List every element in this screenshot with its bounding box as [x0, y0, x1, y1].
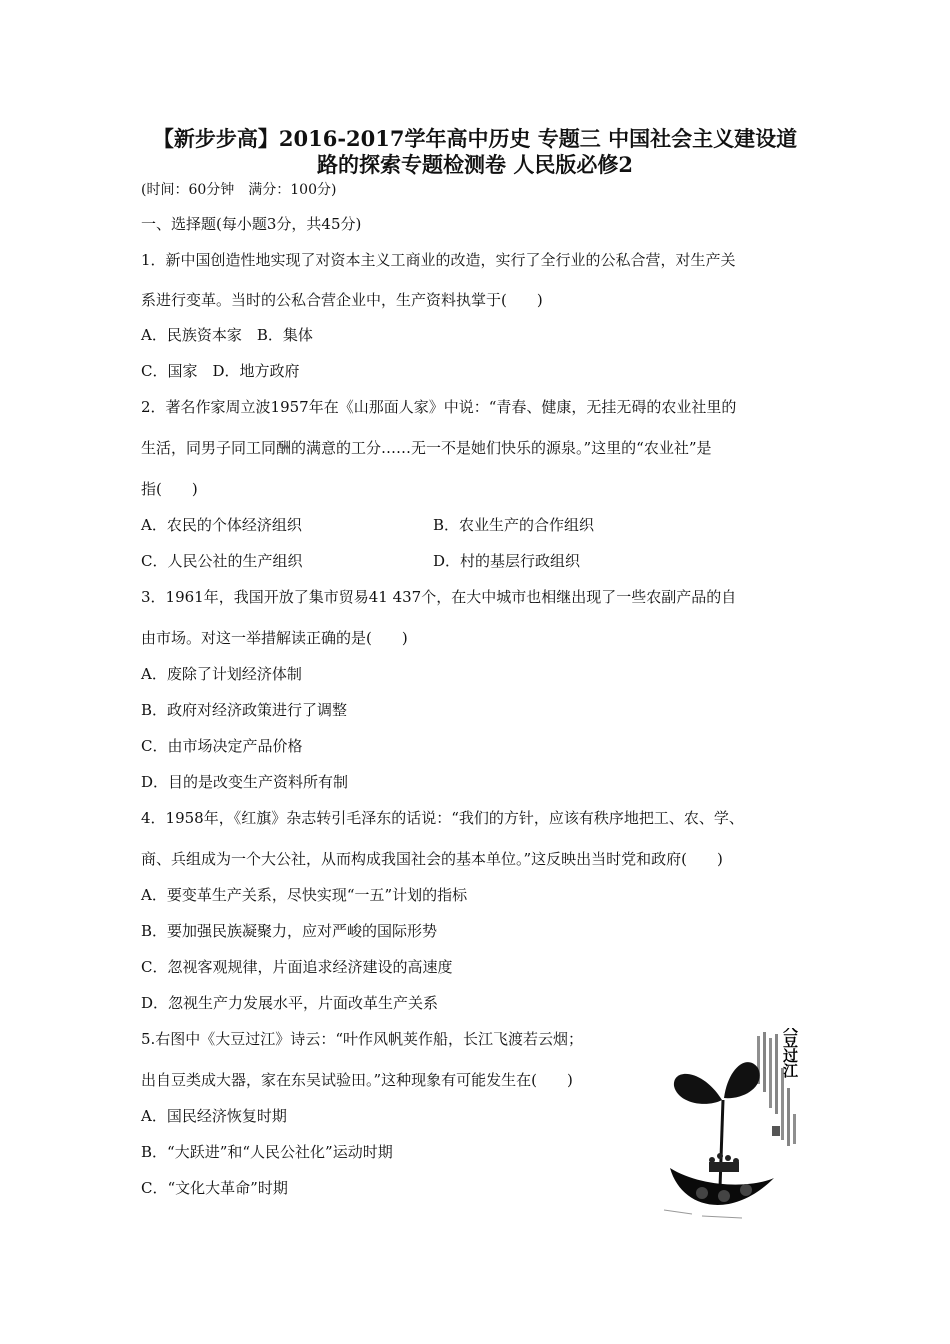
- question-5-option-a: A．国民经济恢复时期: [141, 1107, 287, 1125]
- question-4-stem-line-1: 4．1958年，《红旗》杂志转引毛泽东的话说：“我们的方针，应该有秩序地把工、农、学、: [141, 809, 744, 827]
- question-4-option-c: C．忽视客观规律，片面追求经济建设的高速度: [141, 958, 453, 976]
- exam-meta: (时间：60分钟 满分：100分): [141, 182, 337, 198]
- question-2-option-d: D．村的基层行政组织: [433, 552, 581, 570]
- soybean-boat-painting: [662, 1028, 812, 1223]
- question-3-option-d: D．目的是改变生产资料所有制: [141, 773, 349, 791]
- document-title-line-1: 【新步步高】2016-2017学年高中历史 专题三 中国社会主义建设道: [152, 126, 798, 151]
- question-4-option-d: D．忽视生产力发展水平，片面改革生产关系: [141, 994, 439, 1012]
- question-2-stem-line-1: 2．著名作家周立波1957年在《山那面人家》中说：“青春、健康，无挂无碍的农业社里的: [141, 398, 737, 416]
- question-5-stem-line-2: 出自豆类成大器，家在东吴试验田。”这种现象有可能发生在( ): [141, 1071, 573, 1089]
- painting-title: 大豆过江: [781, 1028, 799, 1078]
- document-title-line-2: 路的探索专题检测卷 人民版必修2: [317, 152, 633, 177]
- question-2-option-b: B．农业生产的合作组织: [433, 516, 595, 534]
- question-2-stem-line-2: 生活，同男子同工同酬的满意的工分……无一不是她们快乐的源泉。”这里的“农业社”是: [141, 439, 712, 457]
- question-2-option-c: C．人民公社的生产组织: [141, 552, 303, 570]
- soybean-boat-illustration: [662, 1028, 812, 1223]
- question-4-option-a: A．要变革生产关系，尽快实现“一五”计划的指标: [141, 886, 468, 904]
- question-4-stem-line-2: 商、兵组成为一个大公社，从而构成我国社会的基本单位。”这反映出当时党和政府( ): [141, 850, 723, 868]
- question-1-options-row-1: A．民族资本家 B．集体: [141, 326, 313, 344]
- question-1-stem-line-1: 1．新中国创造性地实现了对资本主义工商业的改造，实行了全行业的公私合营，对生产关: [141, 251, 736, 269]
- question-4-option-b: B．要加强民族凝聚力，应对严峻的国际形势: [141, 922, 438, 940]
- question-5-option-c: C．“文化大革命”时期: [141, 1179, 288, 1197]
- question-3-option-c: C．由市场决定产品价格: [141, 737, 303, 755]
- question-3-stem-line-2: 由市场。对这一举措解读正确的是( ): [141, 629, 408, 647]
- question-5-stem-line-1: 5.右图中《大豆过江》诗云：“叶作风帆荚作船，长江飞渡若云烟；: [141, 1030, 583, 1048]
- question-1-options-row-2: C．国家 D．地方政府: [141, 362, 300, 380]
- question-3-stem-line-1: 3．1961年，我国开放了集市贸易41 437个，在大中城市也相继出现了一些农副产品的自: [141, 588, 737, 606]
- question-3-option-a: A．废除了计划经济体制: [141, 665, 302, 683]
- question-1-stem-line-2: 系进行变革。当时的公私合营企业中，生产资料执掌于( ): [141, 291, 543, 309]
- question-3-option-b: B．政府对经济政策进行了调整: [141, 701, 348, 719]
- question-2-option-a: A．农民的个体经济组织: [141, 516, 302, 534]
- question-5-option-b: B．“大跃进”和“人民公社化”运动时期: [141, 1143, 393, 1161]
- section-heading: 一、选择题(每小题3分，共45分): [141, 215, 362, 233]
- question-2-stem-line-3: 指( ): [141, 480, 198, 498]
